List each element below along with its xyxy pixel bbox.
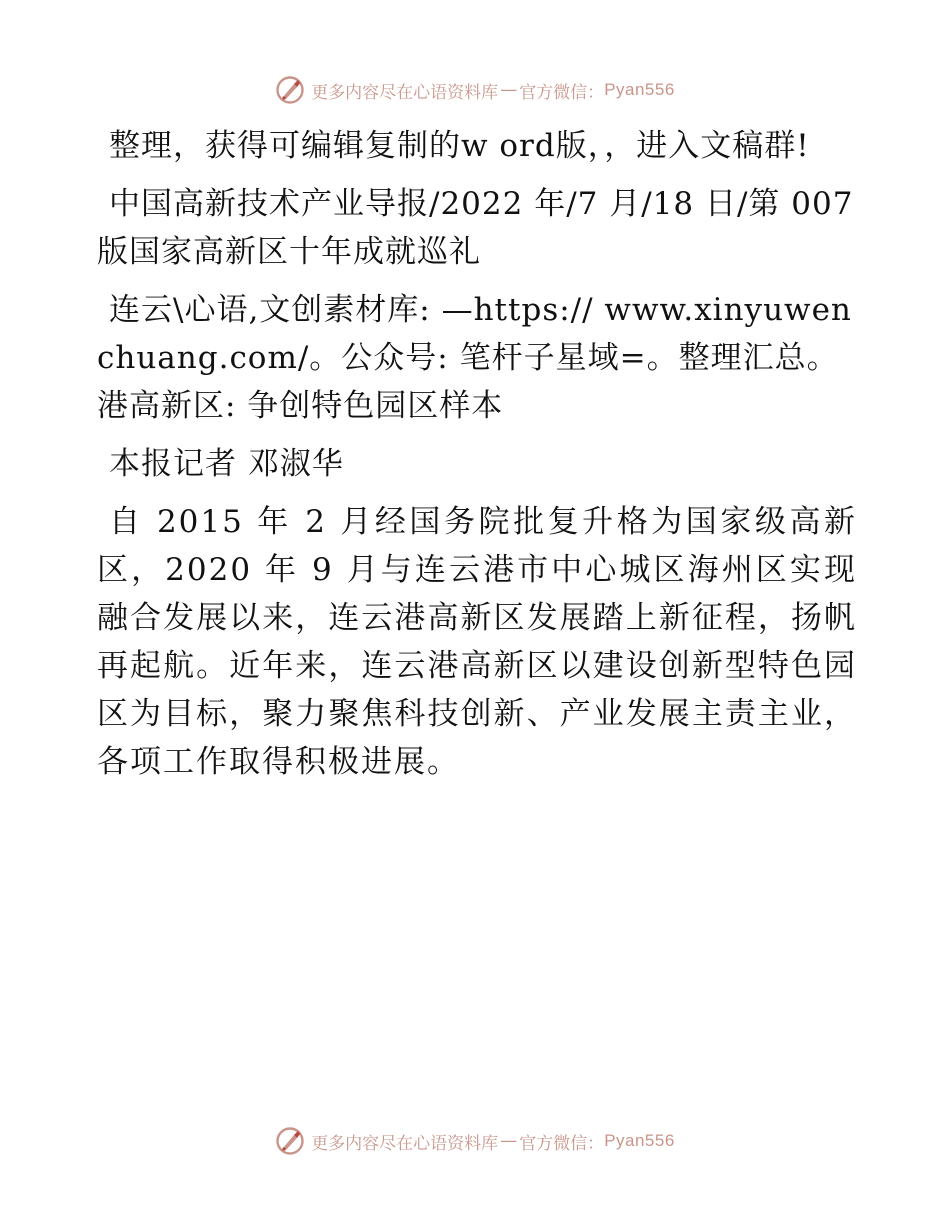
source-citation: 中国高新技术产业导报/2022 年/7 月/18 日/第 007 版国家高新区十年成就巡礼 bbox=[97, 186, 854, 270]
intro-note: 整理，获得可编辑复制的w ord版，，进入文稿群! bbox=[109, 128, 810, 164]
body-paragraph: 自 2015 年 2 月经国务院批复升格为国家级高新区，2020 年 9 月与连云港市中心城区海州区实现融合发展以来，连云港高新区发展踏上新征程，扬帆再起航。近年来，连云港高新区以建设创新型特色园区为目标，聚力聚焦科技创新、产业发展主责主业，各项工作取得积极进展。 bbox=[97, 504, 857, 780]
byline: 本报记者 邓淑华 bbox=[109, 446, 344, 482]
watermark-separator: — bbox=[500, 80, 518, 100]
footer-watermark bbox=[0, 1121, 950, 1161]
watermark-contact-label: 官方微信： bbox=[519, 1133, 605, 1154]
watermark-contact-id: Pyan556 bbox=[604, 80, 675, 99]
watermark-contact-label: 官方微信： bbox=[519, 82, 605, 103]
watermark-text: 更多内容尽在心语资料库 bbox=[311, 82, 499, 103]
watermark-contact-id: Pyan556 bbox=[604, 1131, 675, 1150]
watermark-text: 更多内容尽在心语资料库 bbox=[311, 1133, 499, 1154]
watermark-separator: — bbox=[500, 1131, 518, 1151]
header-watermark bbox=[0, 70, 950, 110]
title-with-source-note: 连云\心语,文创素材库: —https:// www.xinyuwenchuang.com/。公众号: 笔杆子星域=。整理汇总。港高新区: 争创特色园区样本 bbox=[97, 292, 852, 424]
quill-pen-seal-icon bbox=[275, 75, 305, 105]
document-body bbox=[97, 122, 857, 796]
quill-pen-seal-icon bbox=[275, 1126, 305, 1156]
